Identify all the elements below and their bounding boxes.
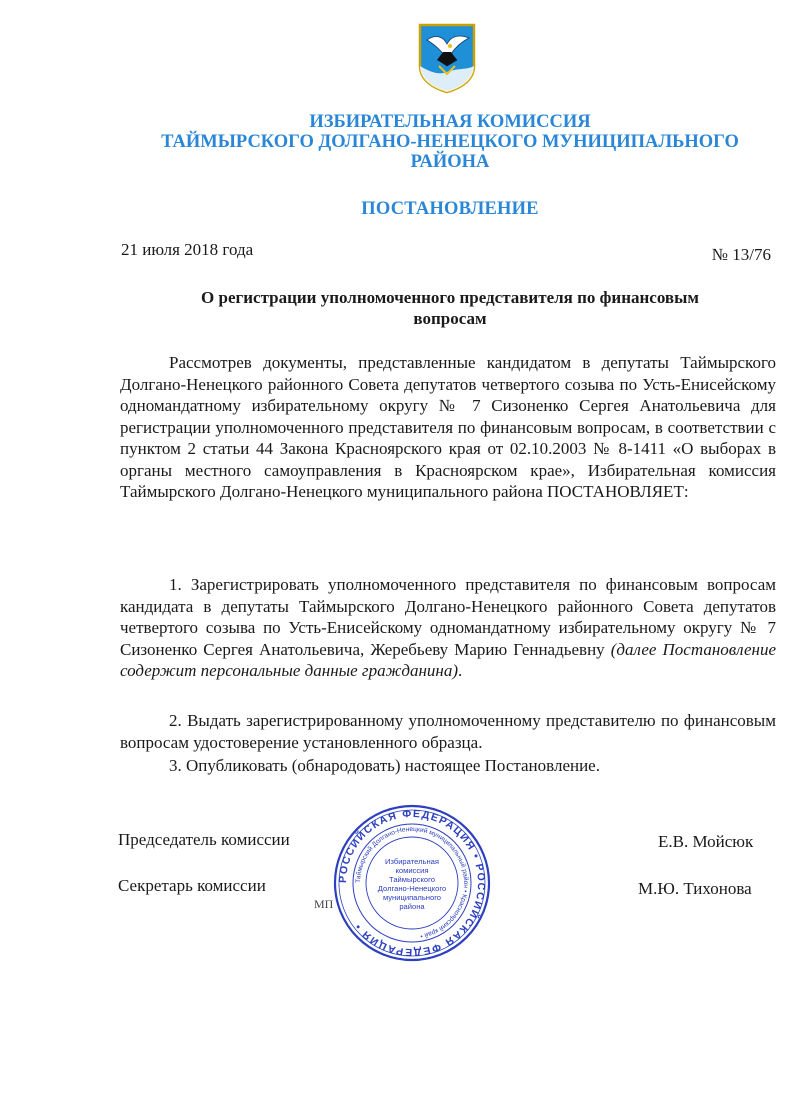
seal-outer-text: РОССИЙСКАЯ ФЕДЕРАЦИЯ • РОССИЙСКАЯ ФЕДЕРАЦИЯ • — [336, 807, 488, 959]
seal-place-label: МП — [314, 897, 334, 911]
commission-title-line-3: РАЙОНА — [410, 152, 490, 172]
intro-paragraph: Рассмотрев документы, представленные кандидатом в депутаты Таймырского Долгано-Ненецкого районного Совета депутатов четвертого созыва по Усть-Енисейскому одномандатному избирательному округу № 7 Сизоненко Сергея Анатольевича для регистрации уполномоченного представителя по финансовым вопросам, в соответствии с пунктом 2 статьи 44 Закона Красноярского края от 02.10.2003 № 8-1411 «О выборах в органы местного самоуправления в Красноярском крае», Избирательная комиссия Таймырского Долгано-Ненецкого муниципального района ПОСТАНОВЛЯЕТ: — [120, 353, 776, 501]
item-1-text: 1. Зарегистрировать уполномоченного представителя по финансовым вопросам кандидата в депутаты Таймырского Долгано-Ненецкого районного Совета депутатов четвертого созыва по Усть-Енисейскому одномандатному избирательному округу № 7 Сизоненко Сергея Анатольевича, Жеребьеву Марию Геннадьевну — [120, 575, 776, 659]
coat-of-arms-icon — [417, 22, 477, 94]
resolution-item-3: 3. Опубликовать (обнародовать) настоящее Постановление. — [169, 756, 600, 775]
chair-label: Председатель комиссии — [118, 830, 290, 849]
seal-center-line-2: комиссия — [395, 866, 429, 875]
item-1-end: . — [458, 661, 463, 680]
chair-name: Е.В. Мойсюк — [658, 832, 754, 851]
seal-center-line-3: Таймырского — [389, 875, 435, 884]
subject-line-2: вопросам — [413, 309, 487, 328]
commission-title-line-1: ИЗБИРАТЕЛЬНАЯ КОМИССИЯ — [309, 112, 591, 132]
subject-line-1: О регистрации уполномоченного представителя по финансовым — [201, 288, 699, 307]
secretary-name: М.Ю. Тихонова — [638, 879, 752, 898]
seal-center-line-6: района — [399, 902, 425, 911]
document-subject — [120, 287, 780, 329]
official-seal-icon — [332, 803, 492, 963]
seal-center-line-4: Долгано-Ненецкого — [377, 884, 447, 893]
seal-middle-text: Таймырский Долгано-Ненецкий муниципальный район • Красноярский край • — [354, 825, 470, 940]
resolution-item-2: 2. Выдать зарегистрированному уполномоченному представителю по финансовым вопросам удостоверение установленного образца. — [120, 711, 776, 752]
document-type: ПОСТАНОВЛЕНИЕ — [361, 199, 539, 219]
secretary-label: Секретарь комиссии — [118, 876, 266, 895]
resolution-item-1 — [120, 574, 776, 682]
seal-center-line-1: Избирательная — [384, 857, 440, 866]
item-1-note: (далее Постановление содержит персональные данные гражданина) — [120, 639, 777, 680]
commission-title-line-2: ТАЙМЫРСКОГО ДОЛГАНО-НЕНЕЦКОГО МУНИЦИПАЛЬНОГО — [161, 132, 739, 152]
document-date: 21 июля 2018 года — [121, 240, 254, 259]
seal-center-line-5: муниципального — [382, 893, 442, 902]
document-number: № 13/76 — [711, 245, 771, 264]
